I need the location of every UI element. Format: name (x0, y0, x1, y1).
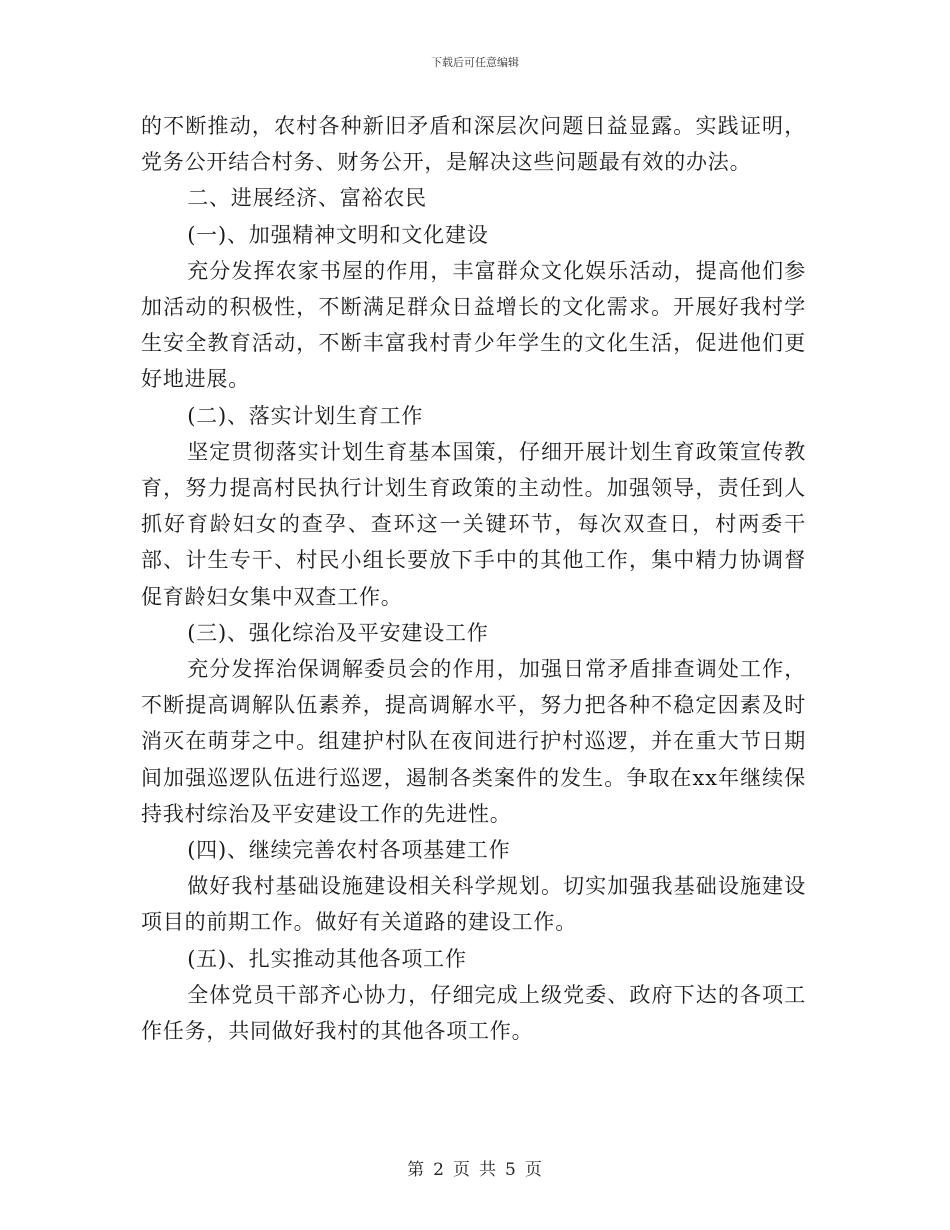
subsection-heading: (五)、扎实推动其他各项工作 (187, 946, 467, 971)
footer-label-gong: 共 (479, 1160, 497, 1180)
subsection-heading: (二)、落实计划生育工作 (187, 403, 424, 428)
paragraph: 的不断推动，农村各种新旧矛盾和深层次问题日益显露。实践证明，党务公开结合村务、财务公开，是解决这些问题最有效的办法。 (141, 114, 806, 175)
paragraph: 充分发挥治保调解委员会的作用，加强日常矛盾排查调处工作，不断提高调解队伍素养，提高调解水平，努力把各种不稳定因素及时消灭在萌芽之中。组建护村队在夜间进行护村巡逻，并在重大节日期间加强巡逻队伍进行巡逻，遏制各类案件的发生。争取在xx年继续保持我村综治及平安建设工作的先进性。 (141, 657, 806, 826)
document-body (141, 108, 806, 1049)
page-number-footer (0, 1155, 950, 1180)
subsection-heading: (三)、强化综治及平安建设工作 (187, 620, 489, 645)
section-heading: 二、进展经济、富裕农民 (187, 186, 427, 211)
subsection-heading: (四)、继续完善农村各项基建工作 (187, 838, 511, 863)
footer-label-ye: 页 (453, 1160, 471, 1180)
page-header: 下载后可任意编辑 (431, 56, 519, 69)
paragraph: 充分发挥农家书屋的作用，丰富群众文化娱乐活动，提高他们参加活动的积极性，不断满足群众日益增长的文化需求。开展好我村学生安全教育活动，不断丰富我村青少年学生的文化生活，促进他们更好地进展。 (141, 258, 806, 392)
footer-label-di: 第 (407, 1160, 426, 1180)
subsection-heading: (一)、加强精神文明和文化建设 (187, 222, 489, 247)
current-page-number: 2 (433, 1160, 445, 1180)
paragraph: 做好我村基础设施建设相关科学规划。切实加强我基础设施建设项目的前期工作。做好有关道路的建设工作。 (141, 874, 806, 935)
total-pages-number: 5 (505, 1160, 517, 1180)
footer-label-ye2: 页 (524, 1160, 543, 1180)
paragraph: 全体党员干部齐心协力，仔细完成上级党委、政府下达的各项工作任务，共同做好我村的其他各项工作。 (141, 982, 806, 1044)
paragraph: 坚定贯彻落实计划生育基本国策，仔细开展计划生育政策宣传教育，努力提高村民执行计划生育政策的主动性。加强领导，责任到人抓好育龄妇女的查孕、查环这一关键环节，每次双查日，村两委干部、计生专干、村民小组长要放下手中的其他工作，集中精力协调督促育龄妇女集中双查工作。 (141, 439, 806, 609)
